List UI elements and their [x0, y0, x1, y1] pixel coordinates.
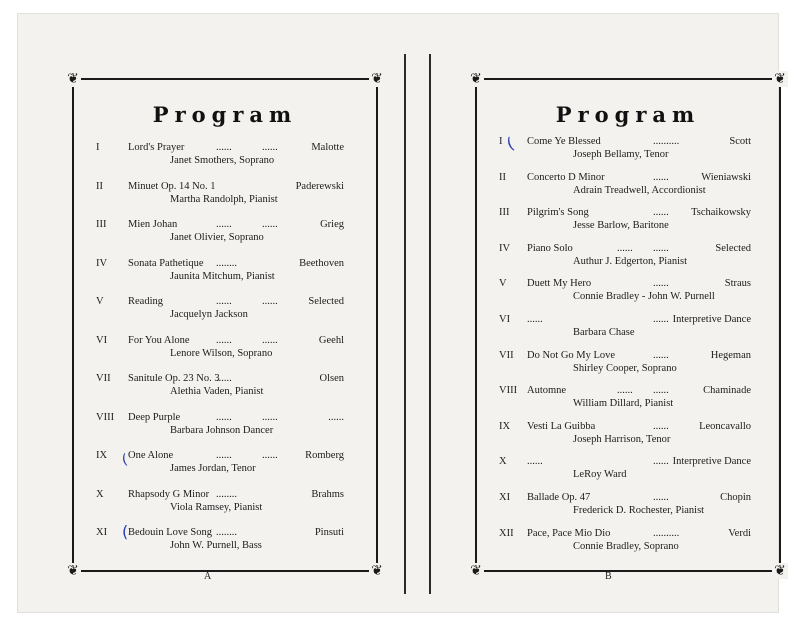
item-piece: Deep Purple: [128, 411, 181, 423]
item-number: VIII: [96, 411, 115, 423]
item-number: IV: [499, 242, 511, 254]
item-number: VII: [96, 373, 111, 384]
item-leader-dots: ......: [653, 420, 669, 432]
program-title: Program: [555, 102, 701, 127]
item-leader-dots: ......: [262, 296, 278, 307]
item-leader-dots: ........: [216, 257, 237, 269]
item-leader-dots: ......: [653, 207, 669, 219]
item-composer: Malotte: [311, 142, 344, 153]
corner-ornament-icon: ❦: [369, 71, 385, 87]
item-performer: James Jordan, Tenor: [170, 463, 256, 474]
item-performer: Shirley Cooper, Soprano: [573, 362, 677, 374]
item-number: VI: [499, 314, 511, 325]
corner-ornament-icon: ❦: [65, 71, 81, 87]
item-piece: ......: [527, 456, 543, 468]
item-piece: Do Not Go My Love: [527, 349, 616, 361]
item-number: XI: [499, 492, 511, 503]
program-item: [477, 314, 779, 348]
item-leader-dots: ......: [262, 142, 278, 153]
item-number: I: [499, 136, 503, 147]
item-number: V: [96, 296, 104, 307]
program-item-line: [74, 335, 376, 348]
program-panel-b: [470, 71, 786, 579]
program-item: [477, 350, 779, 384]
item-performer: Janet Olivier, Soprano: [170, 232, 264, 243]
item-performer: Authur J. Edgerton, Pianist: [573, 255, 688, 267]
item-leader-dots: ........: [216, 527, 237, 538]
corner-ornament-icon: ❦: [772, 563, 788, 579]
item-leader-dots: ......: [216, 450, 232, 461]
item-leader-dots: ......: [617, 385, 633, 397]
item-piece: Rhapsody G Minor: [128, 488, 210, 500]
item-leader-dots: ......: [262, 219, 278, 230]
item-performer: Jacquelyn Jackson: [170, 309, 248, 320]
item-leader-dots: ......: [216, 142, 232, 153]
item-number: II: [96, 180, 103, 192]
program-item: [477, 456, 779, 490]
item-performer: Adrain Treadwell, Accordionist: [573, 184, 706, 196]
item-composer: Leoncavallo: [699, 420, 751, 432]
item-leader-dots: ......: [653, 171, 669, 183]
item-performer: William Dillard, Pianist: [573, 398, 674, 410]
program-item-line: [74, 258, 376, 271]
item-composer: Olsen: [319, 373, 344, 384]
item-number: IV: [96, 257, 108, 269]
item-performer: Lenore Wilson, Soprano: [170, 347, 273, 359]
corner-ornament-icon: ❦: [369, 563, 385, 579]
item-performer: John W. Purnell, Bass: [170, 540, 262, 551]
page-label-a: A: [204, 571, 212, 582]
item-piece: Mien Johan: [128, 219, 178, 230]
program-item: [477, 207, 779, 241]
item-number: IX: [499, 420, 511, 432]
program-item-line: [74, 142, 376, 155]
program-item: [477, 421, 779, 455]
program-panel-a: [67, 71, 383, 579]
item-piece: Vesti La Guibba: [527, 420, 596, 432]
item-number: I: [96, 142, 100, 153]
program-item: [477, 133, 779, 170]
item-leader-dots: ......: [216, 334, 232, 346]
fold-line-left: [404, 54, 406, 594]
item-leader-dots: ..........: [653, 527, 680, 539]
program-item-line: [477, 278, 779, 291]
item-piece: Pace, Pace Mio Dio: [527, 527, 611, 539]
item-leader-dots: ......: [262, 334, 278, 346]
item-number: X: [499, 456, 507, 468]
program-item: [477, 243, 779, 277]
item-piece: Come Ye Blessed: [527, 136, 601, 147]
program-item-line: [74, 373, 376, 386]
pen-mark: (: [120, 451, 129, 469]
program-item-line: [74, 527, 376, 540]
item-leader-dots: ......: [262, 450, 278, 461]
program-title: Program: [152, 102, 298, 127]
program-item-line: [477, 172, 779, 185]
item-piece: Pilgrim's Song: [527, 207, 589, 219]
item-composer: Interpretive Dance: [672, 314, 751, 325]
item-leader-dots: ......: [216, 296, 232, 307]
page-label-b: B: [605, 571, 612, 582]
item-performer: Alethia Vaden, Pianist: [170, 386, 264, 397]
program-item: [74, 181, 376, 215]
item-composer: Verdi: [728, 527, 751, 539]
item-piece: Sanitule Op. 23 No. 3: [128, 373, 220, 384]
item-leader-dots: ......: [216, 411, 232, 423]
item-performer: Joseph Bellamy, Tenor: [573, 149, 669, 160]
item-number: III: [499, 207, 510, 219]
program-item: [477, 385, 779, 419]
item-number: VIII: [499, 385, 518, 397]
item-piece: ......: [527, 314, 543, 325]
fold-line-right: [429, 54, 431, 594]
item-number: VI: [96, 334, 108, 346]
item-leader-dots: ......: [653, 314, 669, 325]
item-composer: Beethoven: [299, 257, 344, 269]
program-item: [74, 142, 376, 176]
item-number: II: [499, 171, 506, 183]
program-item: [74, 489, 376, 523]
item-number: VII: [499, 349, 514, 361]
item-performer: Martha Randolph, Pianist: [170, 193, 278, 205]
item-piece: Concerto D Minor: [527, 171, 605, 183]
corner-ornament-icon: ❦: [468, 563, 484, 579]
item-piece: Minuet Op. 14 No. 1: [128, 180, 216, 192]
program-item-line: [477, 243, 779, 256]
program-item: [74, 527, 376, 561]
item-number: V: [499, 278, 507, 290]
item-performer: Jesse Barlow, Baritone: [573, 220, 669, 232]
program-item: [477, 528, 779, 562]
pen-mark: (: [503, 133, 517, 154]
program-item-line: [477, 314, 779, 327]
item-composer: Selected: [308, 296, 344, 307]
item-composer: Geehl: [318, 334, 344, 346]
item-number: X: [96, 488, 104, 500]
item-leader-dots: ......: [216, 373, 232, 384]
item-composer: Grieg: [320, 219, 344, 230]
item-composer: Romberg: [305, 450, 344, 461]
program-item-line: [477, 492, 779, 505]
program-item: [74, 450, 376, 484]
item-leader-dots: ......: [262, 411, 278, 423]
corner-ornament-icon: ❦: [65, 563, 81, 579]
corner-ornament-icon: ❦: [468, 71, 484, 87]
item-composer: Chopin: [720, 492, 751, 503]
item-composer: Brahms: [311, 488, 344, 500]
program-item: [74, 258, 376, 292]
item-performer: Viola Ramsey, Pianist: [170, 501, 263, 513]
program-item-line: [477, 528, 779, 541]
program-item: [477, 172, 779, 206]
item-number: XII: [499, 527, 514, 539]
item-performer: Barbara Johnson Dancer: [170, 424, 274, 436]
program-item-line: [477, 350, 779, 363]
item-composer: Selected: [715, 242, 751, 254]
item-composer: Hegeman: [710, 349, 751, 361]
program-item-line: [74, 296, 376, 309]
item-performer: Frederick D. Rochester, Pianist: [573, 505, 705, 516]
program-item: [477, 492, 779, 526]
item-leader-dots: ......: [653, 242, 669, 254]
program-item-line: [477, 456, 779, 469]
program-item: [74, 335, 376, 369]
item-composer: Paderewski: [295, 180, 344, 192]
program-item-line: [477, 136, 779, 149]
item-piece: Sonata Pathetique: [128, 257, 204, 269]
item-composer: Wieniawski: [701, 171, 751, 183]
item-leader-dots: ......: [653, 456, 669, 468]
item-leader-dots: ..........: [653, 136, 680, 147]
program-item-line: [477, 207, 779, 220]
item-leader-dots: ........: [216, 488, 237, 500]
program-item-line: [477, 385, 779, 398]
program-sheet: [18, 14, 786, 612]
program-item: [74, 373, 376, 407]
item-performer: Connie Bradley, Soprano: [573, 540, 679, 552]
corner-ornament-icon: ❦: [772, 71, 788, 87]
item-piece: Bedouin Love Song: [128, 527, 212, 538]
item-piece: Ballade Op. 47: [527, 492, 591, 503]
program-item: [74, 412, 376, 446]
program-item: [74, 296, 376, 330]
program-item-line: [74, 412, 376, 425]
item-composer: Scott: [729, 136, 751, 147]
item-number: XI: [96, 527, 108, 538]
item-piece: Piano Solo: [527, 242, 573, 254]
item-composer: Straus: [724, 278, 751, 290]
item-leader-dots: ......: [653, 385, 669, 397]
item-performer: Barbara Chase: [573, 327, 635, 338]
program-item: [74, 219, 376, 253]
program-item-line: [74, 450, 376, 463]
item-leader-dots: ......: [617, 242, 633, 254]
item-piece: Automne: [527, 385, 567, 397]
item-performer: Jaunita Mitchum, Pianist: [170, 270, 275, 282]
program-item-line: [74, 181, 376, 194]
item-number: III: [96, 219, 107, 230]
item-piece: Lord's Prayer: [128, 142, 185, 153]
item-composer: Tschaikowsky: [691, 207, 751, 219]
item-piece: One Alone: [128, 450, 174, 461]
program-item-line: [74, 489, 376, 502]
program-item: [477, 278, 779, 312]
item-piece: Reading: [128, 296, 163, 307]
item-piece: Duett My Hero: [527, 278, 592, 290]
program-item-line: [74, 219, 376, 232]
item-leader-dots: ......: [653, 492, 669, 503]
item-performer: LeRoy Ward: [573, 469, 627, 481]
program-item-line: [477, 421, 779, 434]
item-composer: ......: [328, 411, 344, 423]
item-number: IX: [96, 450, 108, 461]
item-leader-dots: ......: [653, 278, 669, 290]
item-composer: Interpretive Dance: [672, 456, 751, 468]
item-leader-dots: ......: [653, 349, 669, 361]
item-piece: For You Alone: [128, 334, 190, 346]
item-performer: Joseph Harrison, Tenor: [573, 433, 671, 445]
item-leader-dots: ......: [216, 219, 232, 230]
item-performer: Janet Smothers, Soprano: [170, 155, 275, 166]
item-performer: Connie Bradley - John W. Purnell: [573, 291, 715, 303]
pen-mark: (: [122, 522, 129, 541]
item-composer: Chaminade: [703, 385, 751, 397]
item-composer: Pinsuti: [314, 527, 344, 538]
